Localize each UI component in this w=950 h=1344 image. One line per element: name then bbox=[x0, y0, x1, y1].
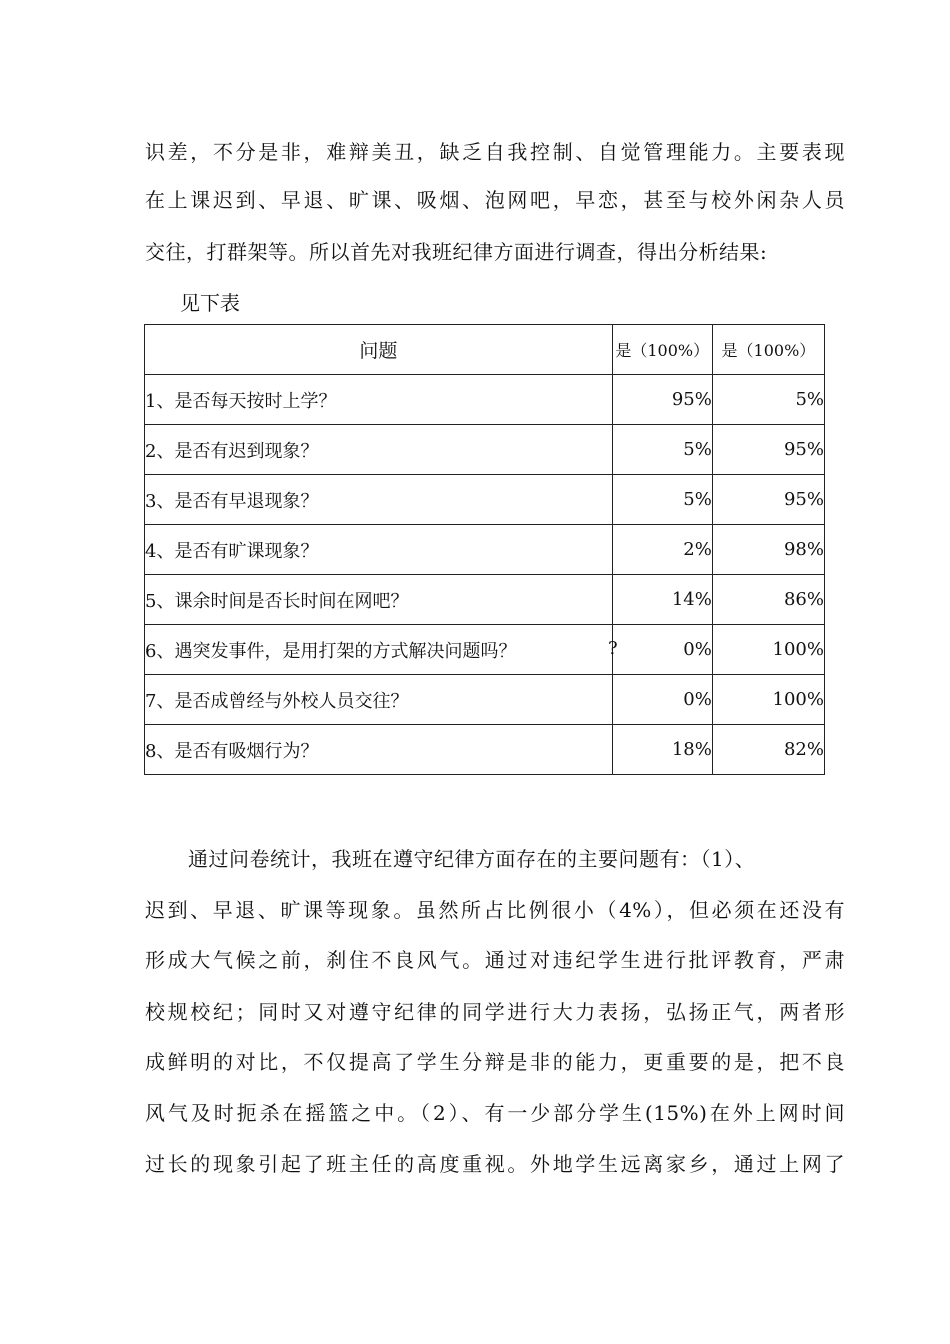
table-row bbox=[145, 525, 825, 575]
row-no-value: 86% bbox=[712, 575, 824, 625]
body-line-4: 校规校纪；同时又对遵守纪律的同学进行大力表扬，弘扬正气，两者形 bbox=[145, 1000, 845, 1024]
row-yes-value: 18% bbox=[612, 725, 712, 775]
table-row bbox=[145, 425, 825, 475]
intro-line-2: 在上课迟到、早退、旷课、吸烟、泡网吧，早恋，甚至与校外闲杂人员 bbox=[145, 188, 845, 212]
table-row bbox=[145, 625, 825, 675]
row-question-cell bbox=[145, 625, 618, 675]
row-yes-value: 95% bbox=[612, 375, 712, 425]
row-question: 3、是否有早退现象？ bbox=[145, 475, 613, 525]
row-yes-value: 5% bbox=[612, 425, 712, 475]
table-row bbox=[145, 375, 825, 425]
row-yes-value: 0% bbox=[612, 675, 712, 725]
table-row bbox=[145, 475, 825, 525]
row-no-value: 100% bbox=[712, 675, 824, 725]
header-no: 是（100%） bbox=[712, 325, 824, 375]
row-yes-value: 14% bbox=[612, 575, 712, 625]
table-caption: 见下表 bbox=[180, 291, 240, 315]
row-question: 6、遇突发事件，是用打架的方式解决问题吗？ bbox=[145, 640, 517, 662]
intro-line-3: 交往，打群架等。所以首先对我班纪律方面进行调查，得出分析结果: bbox=[145, 240, 768, 264]
row-yes-value: 2% bbox=[612, 525, 712, 575]
body-line-1: 通过问卷统计，我班在遵守纪律方面存在的主要问题有：（1）、 bbox=[188, 847, 756, 871]
table-row bbox=[145, 675, 825, 725]
table-row bbox=[145, 575, 825, 625]
row-no-value: 100% bbox=[712, 625, 824, 675]
row-no-value: 82% bbox=[712, 725, 824, 775]
body-line-7: 过长的现象引起了班主任的高度重视。外地学生远离家乡，通过上网了 bbox=[145, 1152, 845, 1176]
row-question: 7、是否成曾经与外校人员交往？ bbox=[145, 675, 613, 725]
row-yes-value: 0% bbox=[612, 625, 712, 675]
stray-mark: ? bbox=[608, 638, 618, 659]
body-line-6: 风气及时扼杀在摇篮之中。（2）、有一少部分学生(15%)在外上网时间 bbox=[145, 1101, 845, 1125]
row-question: 1、是否每天按时上学？ bbox=[145, 375, 613, 425]
row-no-value: 95% bbox=[712, 475, 824, 525]
body-line-3: 形成大气候之前，刹住不良风气。通过对违纪学生进行批评教育，严肃 bbox=[145, 948, 845, 972]
body-line-2: 迟到、早退、旷课等现象。虽然所占比例很小（4%），但必须在还没有 bbox=[145, 898, 845, 922]
table-row bbox=[145, 725, 825, 775]
intro-line-1: 识差，不分是非，难辩美丑，缺乏自我控制、自觉管理能力。主要表现 bbox=[145, 140, 845, 164]
row-question: 5、课余时间是否长时间在网吧？ bbox=[145, 575, 613, 625]
header-yes: 是（100%） bbox=[612, 325, 712, 375]
row-no-value: 95% bbox=[712, 425, 824, 475]
table-header-row bbox=[145, 325, 825, 375]
row-no-value: 98% bbox=[712, 525, 824, 575]
survey-table bbox=[144, 324, 825, 775]
row-question: 2、是否有迟到现象？ bbox=[145, 425, 613, 475]
row-question: 4、是否有旷课现象？ bbox=[145, 525, 613, 575]
header-question: 问题 bbox=[145, 325, 613, 375]
row-question: 8、是否有吸烟行为？ bbox=[145, 725, 613, 775]
row-yes-value: 5% bbox=[612, 475, 712, 525]
body-line-5: 成鲜明的对比，不仅提高了学生分辩是非的能力，更重要的是，把不良 bbox=[145, 1050, 845, 1074]
row-no-value: 5% bbox=[712, 375, 824, 425]
